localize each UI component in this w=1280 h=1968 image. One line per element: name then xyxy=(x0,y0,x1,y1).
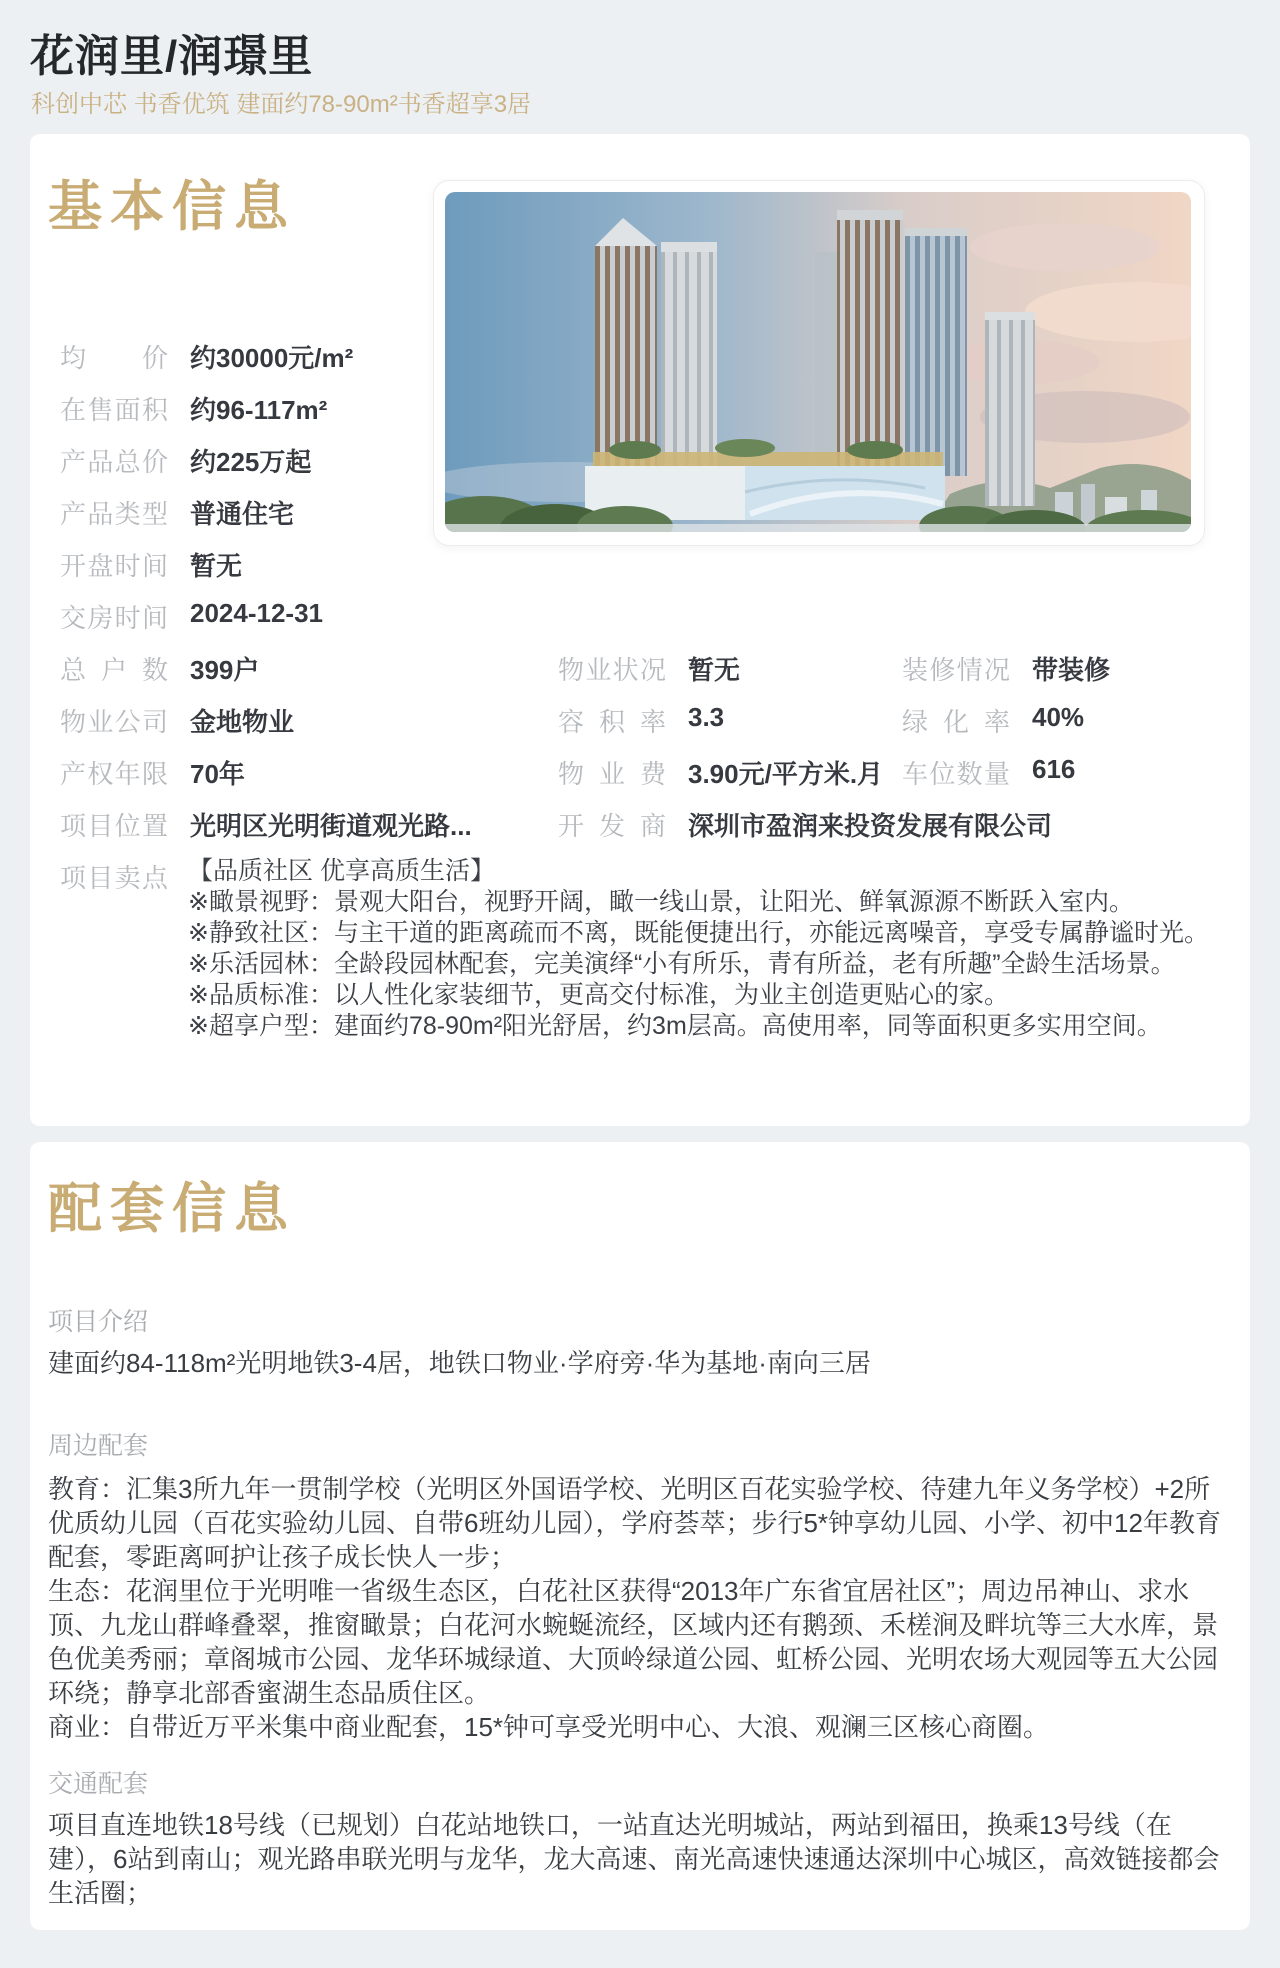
info-row-value: 3.3 xyxy=(688,702,725,732)
info-row-label: 容积率 xyxy=(558,707,666,737)
info-row xyxy=(902,754,1075,791)
info-row xyxy=(902,702,1084,739)
info-row xyxy=(558,702,724,739)
info-row xyxy=(60,494,294,531)
info-row-label: 产品总价 xyxy=(60,447,168,477)
info-row-value: 约225万起 xyxy=(190,447,312,477)
selling-point-line: ※乐活园林：全龄段园林配套，完美演绎“小有所乐，青有所益，老有所趣”全龄生活场景。 xyxy=(188,950,1176,978)
page-title: 花润里/润璟里 xyxy=(30,32,314,81)
info-row-value: 带装修 xyxy=(1032,655,1111,685)
info-row-value: 约96-117m² xyxy=(190,395,328,425)
info-row-value: 光明区光明街道观光路... xyxy=(190,811,472,841)
property-rendering xyxy=(445,192,1191,532)
info-row-label: 物业费 xyxy=(558,759,666,789)
info-row xyxy=(60,650,259,687)
intro-text: 建面约84-118m²光明地铁3-4居，地铁口物业·学府旁·华为基地·南向三居 xyxy=(48,1348,871,1378)
info-row-label: 装修情况 xyxy=(902,655,1010,685)
info-row xyxy=(60,338,353,375)
info-row-label: 开发商 xyxy=(558,811,666,841)
info-row-value: 399户 xyxy=(190,655,260,685)
section-title-basic: 基本信息 xyxy=(48,177,296,237)
info-row-label: 总户数 xyxy=(60,655,168,685)
info-row xyxy=(60,806,472,843)
info-row xyxy=(60,390,327,427)
info-row xyxy=(60,702,294,739)
surrounding-paragraph: 商业：自带近万平米集中商业配套，15*钟可享受光明中心、大浪、观澜三区核心商圈。 xyxy=(48,1712,1050,1742)
info-row-value: 普通住宅 xyxy=(190,499,295,529)
info-row xyxy=(60,754,245,791)
info-row-value: 金地物业 xyxy=(190,707,295,737)
info-row-value: 暂无 xyxy=(688,655,741,685)
transport-label: 交通配套 xyxy=(48,1770,149,1798)
info-row-label: 产权年限 xyxy=(60,759,168,789)
info-row-value: 2024-12-31 xyxy=(190,598,323,628)
selling-points-label: 项目卖点 xyxy=(60,863,168,893)
info-row-label: 在售面积 xyxy=(60,395,168,425)
info-row-value: 约30000元/m² xyxy=(190,343,354,373)
info-row-value: 40% xyxy=(1032,702,1085,732)
basic-info-card xyxy=(30,134,1250,1126)
info-row xyxy=(558,754,883,791)
info-row-label: 交房时间 xyxy=(60,603,168,633)
info-row-value: 深圳市盈润来投资发展有限公司 xyxy=(688,811,1053,841)
property-photo[interactable] xyxy=(433,180,1205,546)
info-row xyxy=(558,806,1052,843)
page-subtitle: 科创中芯 书香优筑 建面约78-90m²书香超享3居 xyxy=(31,91,532,118)
info-row xyxy=(60,598,323,635)
info-row-value: 616 xyxy=(1032,754,1076,784)
selling-point-line: 【品质社区 优享高质生活】 xyxy=(188,857,495,885)
intro-label: 项目介绍 xyxy=(48,1308,149,1336)
info-row xyxy=(558,650,740,687)
selling-point-line: ※品质标准：以人性化家装细节，更高交付标准，为业主创造更贴心的家。 xyxy=(188,981,1009,1009)
selling-point-line: ※超享户型：建面约78-90m²阳光舒居，约3m层高。高使用率，同等面积更多实用空间。 xyxy=(188,1012,1162,1040)
info-row-label: 项目位置 xyxy=(60,811,168,841)
info-row-value: 70年 xyxy=(190,759,245,789)
info-row xyxy=(902,650,1110,687)
surrounding-paragraph: 教育：汇集3所九年一贯制学校（光明区外国语学校、光明区百花实验学校、待建九年义务学校）+2所优质幼儿园（百花实验幼儿园、自带6班幼儿园），学府荟萃；步行5*钟享幼儿园、小学、初中12年教育配套，零距离呵护让孩子成长快人一步； xyxy=(48,1474,1221,1572)
section-title-amenities: 配套信息 xyxy=(48,1179,296,1239)
info-row-label: 均价 xyxy=(60,343,168,373)
info-row-label: 产品类型 xyxy=(60,499,168,529)
info-row-value: 暂无 xyxy=(190,551,243,581)
selling-point-line: ※静致社区：与主干道的距离疏而不离，既能便捷出行，亦能远离噪音，享受专属静谧时光。 xyxy=(188,919,1209,947)
surrounding-label: 周边配套 xyxy=(48,1432,149,1460)
selling-point-line: ※瞰景视野：景观大阳台，视野开阔，瞰一线山景，让阳光、鲜氧源源不断跃入室内。 xyxy=(188,888,1134,916)
info-row-label: 车位数量 xyxy=(902,759,1010,789)
amenities-card xyxy=(30,1142,1250,1930)
info-row-label: 开盘时间 xyxy=(60,551,168,581)
surrounding-text xyxy=(48,1472,1234,1744)
info-row-label: 绿化率 xyxy=(902,707,1010,737)
info-row-label: 物业状况 xyxy=(558,655,666,685)
selling-points-text xyxy=(188,856,1210,1042)
info-row xyxy=(60,442,311,479)
surrounding-paragraph: 生态：花润里位于光明唯一省级生态区，白花社区获得“2013年广东省宜居社区”；周边吊神山、求水顶、九龙山群峰叠翠，推窗瞰景；白花河水蜿蜒流经，区域内还有鹅颈、禾槎涧及畔坑等三大水库，景色优美秀丽；章阁城市公园、龙华环城绿道、大顶岭绿道公园、虹桥公园、光明农场大观园等五大公园环绕；静享北部香蜜湖生态品质住区。 xyxy=(48,1576,1219,1708)
transport-text: 项目直连地铁18号线（已规划）白花站地铁口，一站直达光明城站，两站到福田，换乘13号线（在建），6站到南山；观光路串联光明与龙华，龙大高速、南光高速快速通达深圳中心城区，高效链接都会生活圈； xyxy=(48,1810,1220,1908)
info-row-value: 3.90元/平方米.月 xyxy=(688,759,884,789)
info-row xyxy=(60,546,242,583)
info-row-label: 物业公司 xyxy=(60,707,168,737)
